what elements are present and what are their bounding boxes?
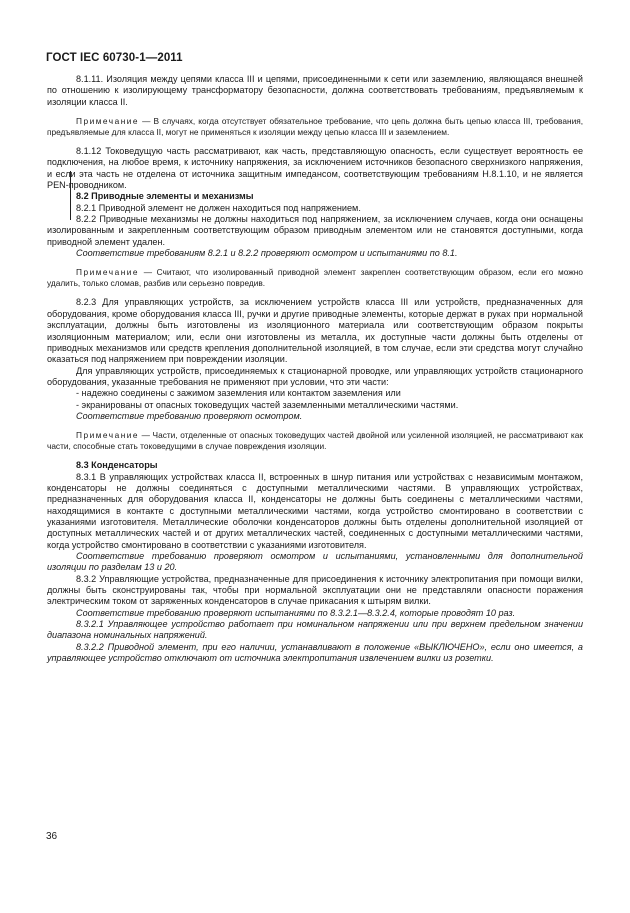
note-label: Примечание bbox=[76, 267, 140, 278]
note-text: — В случаях, когда отсутствует обязательное требование, что цепь должна быть цепью класса III, требования, предъявляемые для класса II, могут не применяться к изоляции между цепью класса III и заземлением. bbox=[47, 116, 583, 138]
paragraph-8-3-2-2: 8.3.2.2 Приводной элемент, при его наличии, устанавливают в положение «ВЫКЛЮЧЕНО», если оно имеется, а управляющее устройство отключают от источника электропитания извлечением вилки из розетки. bbox=[47, 641, 583, 664]
paragraph-8-3-2: 8.3.2 Управляющие устройства, предназначенные для присоединения к источнику электропитания при помощи вилки, должны быть сконструированы так, чтобы при нормальной эксплуатации они не представляли опасности поражения электрическим током от заряженных конденсаторов в случае прикасания к штырям вилки. bbox=[47, 573, 583, 607]
page-header-standard-number: ГОСТ IEC 60730-1—2011 bbox=[46, 52, 183, 64]
note-text: — Считают, что изолированный приводной элемент закреплен соответствующим образом, если его можно удалить, только сломав, разбив или серьезно повредив. bbox=[47, 267, 583, 289]
note-label: Примечание bbox=[76, 430, 140, 441]
page-number: 36 bbox=[46, 831, 58, 842]
paragraph-8-1-11: 8.1.11. Изоляция между цепями класса III и цепями, присоединенными к сети или заземлению, являющаяся внешней по отношению к изолирующему трансформатору безопасности, должна соответствовать требованиям, предъявляемым к изоляции класса II. bbox=[47, 74, 583, 107]
paragraph-8-3-1: 8.3.1 В управляющих устройствах класса II, встроенных в шнур питания или устройствах с независимым монтажом, конденсаторы не должны соединяться с доступными металлическими частями. В управляющих устройствах, предназначенных для оборудования класса II, конденсаторы не должны быть соединены с металлическими частями, находящимися в контакте с доступными металлическими частями, когда устройство смонтировано в соответствии с указаниями изготовителя. Металлические оболочки конденсаторов должны быть отделены дополнительной изоляцией от доступных металлических частей и от других металлических частей, соединенных с доступными металлическими частями, когда устройство смонтировано в соответствии с указаниями изготовителя. bbox=[47, 471, 583, 550]
note-3 bbox=[47, 430, 583, 452]
compliance-8-2-3: Соответствие требованию проверяют осмотром. bbox=[76, 410, 303, 421]
note-2 bbox=[47, 267, 583, 289]
section-heading-8-2: 8.2 Приводные элементы и механизмы bbox=[76, 191, 254, 202]
compliance-8-2: Соответствие требованиям 8.2.1 и 8.2.2 проверяют осмотром и испытаниями по 8.1. bbox=[76, 248, 458, 259]
paragraph-8-3-2-1: 8.3.2.1 Управляющее устройство работает при номинальном напряжении или при верхнем предельном значении диапазона номинальных напряжений. bbox=[47, 619, 583, 641]
page-body bbox=[47, 74, 583, 664]
paragraph-8-2-2: 8.2.2 Приводные механизмы не должны находиться под напряжением, за исключением случаев, когда они оснащены изолированным и закрепленным соответствующим образом приводным элементом или не становятся доступными, когда приводной элемент удален. bbox=[47, 214, 583, 247]
list-item-earthing: - надежно соединены с зажимом заземления или контактом заземления или bbox=[76, 388, 401, 399]
note-text: — Части, отделенные от опасных токоведущих частей двойной или усиленной изоляцией, не рассматривают как части, способные стать токоведущими в случае повреждения изоляции. bbox=[47, 430, 583, 452]
paragraph-8-1-12: 8.1.12 Токоведущую часть рассматривают, как часть, представляющую опасность, если существует вероятность ее подключения, на любое время, к источнику напряжения, за исключением источников безопасного сверхнизкого напряжения, и если эта часть не отделена от источника защитным импедансом, соответствующим требованиям Н.8.1.10, и не является PEN-проводником. bbox=[47, 146, 583, 191]
paragraph-8-2-3: 8.2.3 Для управляющих устройств, за исключением устройств класса III или устройств, предназначенных для оборудования, кроме оборудования класса III, ручки и другие приводные элементы, которые держат в руках при нормальной эксплуатации, должны быть изготовлены из изоляционного материала или соответствующим образом покрыты изоляционным материалом; или, если они изготовлены из металла, их доступные части должны быть отделены от приводных механизмов или средств крепления дополнительной изоляцией, в том случае, если эти средства могут случайно оказаться под напряжением при повреждении изоляции. bbox=[47, 297, 583, 365]
list-item-screened: - экранированы от опасных токоведущих частей заземленными металлическими частями. bbox=[76, 399, 459, 410]
note-1 bbox=[47, 116, 583, 138]
note-label: Примечание bbox=[76, 116, 140, 127]
compliance-8-3-1: Соответствие требованию проверяют осмотром и испытаниями, установленными для дополнительной изоляции по разделам 13 и 20. bbox=[47, 551, 583, 573]
paragraph-fixed-wiring: Для управляющих устройств, присоединяемых к стационарной проводке, или управляющих устройств стационарного оборудования, указанные требования не применяют при условии, что эти части: bbox=[47, 365, 583, 387]
paragraph-8-2-1: 8.2.1 Приводной элемент не должен находиться под напряжением. bbox=[76, 202, 361, 213]
compliance-8-3-2: Соответствие требованию проверяют испытаниями по 8.3.2.1—8.3.2.4, которые проводят 10 раз. bbox=[76, 607, 516, 618]
section-heading-8-3: 8.3 Конденсаторы bbox=[76, 460, 158, 471]
